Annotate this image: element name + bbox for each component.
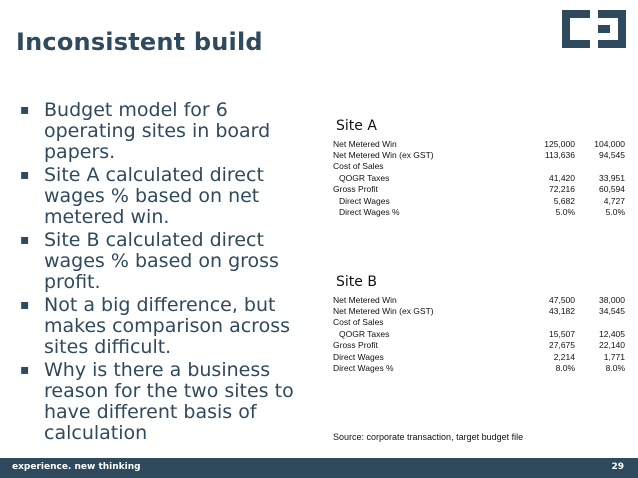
bullet-item: ▪ Site A calculated direct wages % based on net metered win.: [20, 164, 264, 228]
table-row: Net Metered Win 47,500 38,000: [333, 294, 625, 305]
footer-tagline: experience. new thinking: [12, 462, 141, 472]
bullet-marker: ▪: [20, 232, 30, 248]
page-number: 29: [611, 462, 624, 472]
bullet-marker: ▪: [20, 102, 30, 118]
table-row: Direct Wages 5,682 4,727: [339, 195, 625, 206]
table-row: Cost of Sales: [333, 161, 384, 172]
table-row: Cost of Sales: [333, 317, 384, 328]
slide-title: Inconsistent build: [16, 28, 263, 56]
table-row: Direct Wages % 8.0% 8.0%: [333, 363, 625, 374]
table-row: Net Metered Win (ex GST) 113,636 94,545: [333, 150, 625, 161]
site-b-table: [333, 294, 625, 374]
table-row: Net Metered Win 125,000 104,000: [333, 138, 625, 149]
table-row: Gross Profit 72,216 60,594: [333, 184, 625, 195]
bullet-marker: ▪: [20, 167, 30, 183]
bullet-list: [18, 100, 318, 446]
bullet-item: ▪ Budget model for 6 operating sites in board papers.: [20, 99, 271, 163]
table-row: Gross Profit 27,675 22,140: [333, 340, 625, 351]
table-row: Direct Wages 2,214 1,771: [333, 351, 625, 362]
site-a-label: Site A: [336, 118, 377, 134]
table-row: Net Metered Win (ex GST) 43,182 34,545: [333, 306, 625, 317]
company-logo: [560, 8, 628, 50]
bullet-item: ▪ Site B calculated direct wages % based on gross profit.: [20, 229, 279, 293]
site-b-label: Site B: [336, 274, 377, 290]
table-row: QOGR Taxes 15,507 12,405: [339, 328, 625, 339]
table-row: QOGR Taxes 41,420 33,951: [339, 172, 625, 183]
bullet-item: ▪ Not a big difference, but makes comparison across sites difficult.: [20, 294, 290, 358]
site-a-table: [333, 138, 625, 218]
bullet-item: ▪ Why is there a business reason for the two sites to have different basis of calculation: [20, 359, 294, 444]
source-note: Source: corporate transaction, target budget file: [333, 432, 524, 442]
bullet-marker: ▪: [20, 362, 30, 378]
footer-bar: [0, 458, 638, 478]
bullet-marker: ▪: [20, 297, 30, 313]
table-row: Direct Wages % 5.0% 5.0%: [339, 207, 625, 218]
